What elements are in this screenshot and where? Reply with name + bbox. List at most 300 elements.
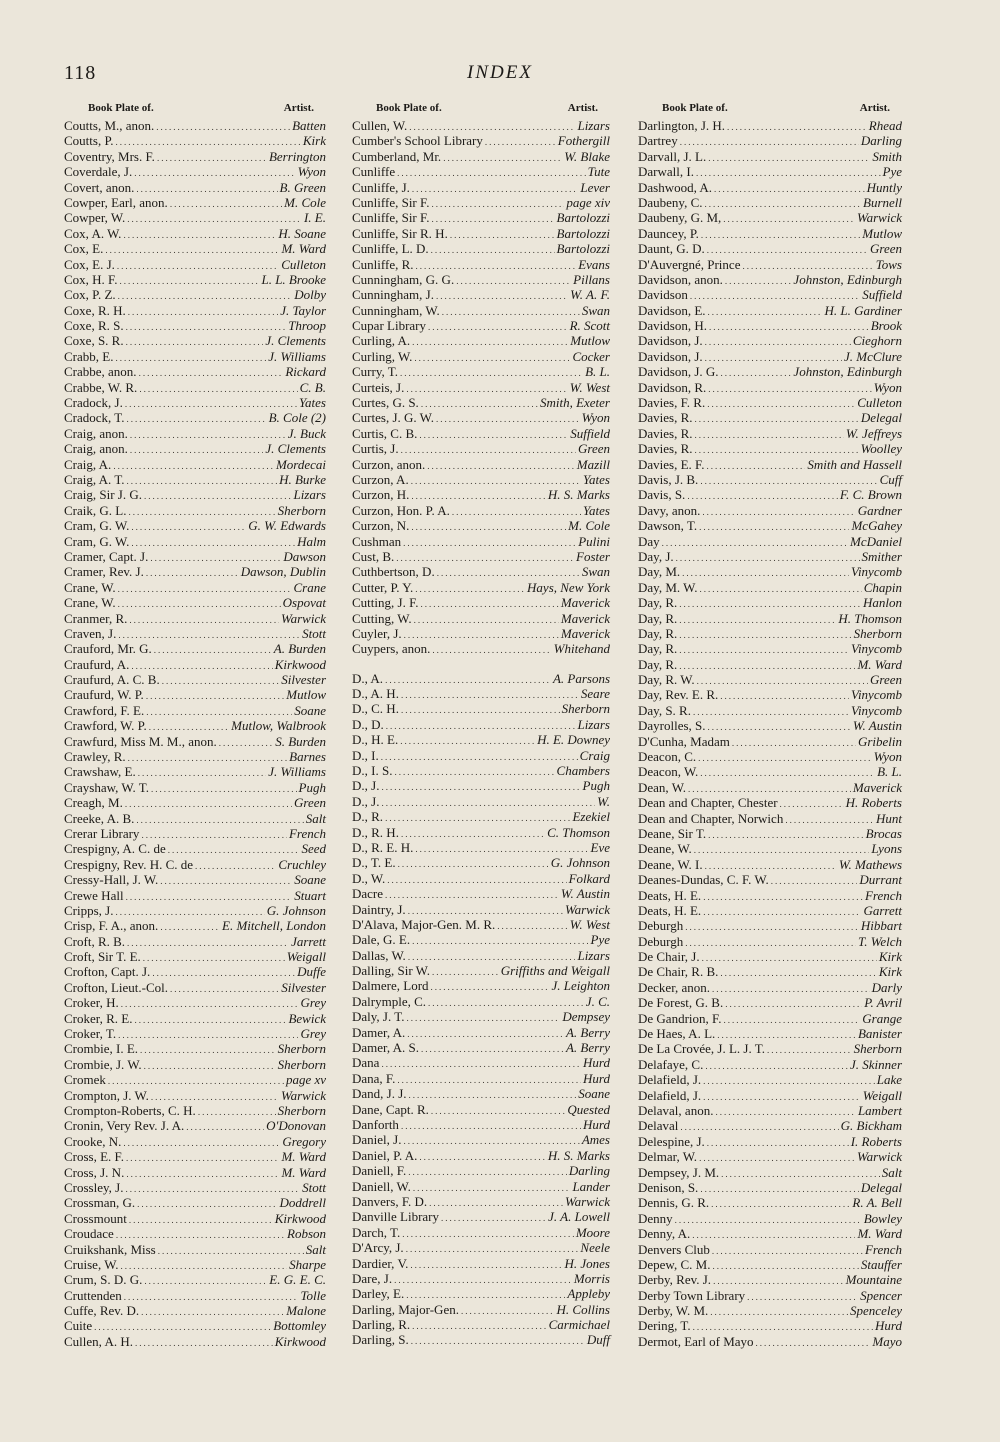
artist-name: Quested (567, 1101, 610, 1117)
book-plate-owner: De Chair, J. (638, 949, 700, 965)
book-plate-owner: Daintry, J. (352, 901, 406, 917)
dot-leader (431, 212, 554, 227)
dot-leader (398, 857, 549, 872)
artist-name: J. Buck (287, 425, 326, 441)
book-plate-owner: Cunliffe, Sir F. (352, 210, 430, 226)
index-entry (638, 1165, 902, 1180)
artist-name: P. Avril (864, 995, 902, 1011)
index-entry (638, 641, 902, 656)
artist-name: Dawson (283, 548, 326, 564)
book-plate-owner: Dacre (352, 886, 384, 902)
artist-name: J. Williams (268, 348, 326, 364)
dot-leader (720, 966, 877, 981)
artist-name: Duff (586, 1332, 610, 1348)
index-entry (352, 472, 610, 487)
artist-name: Rhead (868, 118, 902, 133)
artist-name: Mutlow (570, 333, 610, 349)
index-entry (352, 410, 610, 425)
book-plate-owner: Crayshaw, W. T. (64, 779, 149, 795)
index-entry (352, 210, 610, 225)
book-plate-owner: Croker, H. (64, 995, 119, 1011)
artist-name: G. Bickham (840, 1118, 902, 1134)
book-plate-owner: Delmar, W. (638, 1149, 698, 1165)
index-entry (352, 717, 610, 732)
book-plate-owner: Daniell, W. (352, 1178, 411, 1194)
index-entry (64, 180, 326, 195)
book-plate-owner: Dare, J. (352, 1270, 393, 1286)
book-plate-owner: De Haes, A. L. (638, 1026, 716, 1042)
book-plate-owner: Cumber's School Library (352, 133, 483, 149)
book-plate-owner: Curtis, J. (352, 441, 399, 457)
index-entry (64, 826, 326, 841)
book-plate-owner: Curtis, C. B. (352, 425, 418, 441)
artist-name: Smith (872, 148, 902, 164)
book-plate-owner: Coverdale, J. (64, 164, 133, 180)
artist-name: Burnell (863, 194, 902, 210)
index-entry (352, 487, 610, 502)
artist-name: M. Ward (281, 241, 326, 257)
dot-leader (381, 750, 578, 765)
dot-leader (403, 536, 576, 551)
index-entry (64, 395, 326, 410)
book-plate-owner: Day, R. W. (638, 672, 695, 688)
artist-name: A. Berry (565, 1024, 610, 1040)
artist-name: Maverick (560, 625, 610, 641)
artist-name: S. Burden (275, 733, 326, 749)
book-plate-owner: Cradock, T. (64, 410, 125, 426)
dot-leader (385, 673, 551, 688)
index-entry (352, 1148, 610, 1163)
index-entry (352, 226, 610, 241)
index-entry (638, 580, 902, 595)
artist-name: B. Cole (2) (268, 410, 326, 426)
artist-name: Pye (882, 164, 902, 180)
index-entry (64, 780, 326, 795)
index-entry (64, 241, 326, 256)
index-entry (638, 441, 902, 456)
dot-leader (714, 182, 865, 197)
book-plate-owner: Davidson, E. (638, 302, 706, 318)
book-plate-owner: Cruttenden (64, 1287, 122, 1303)
index-entry (352, 503, 610, 518)
book-plate-owner: Deburgh (638, 918, 684, 934)
artist-name: W. Austin (560, 886, 610, 902)
dot-leader (381, 796, 595, 811)
book-plate-owner: Deburgh (638, 933, 684, 949)
artist-name: Hurd (583, 1117, 610, 1132)
index-entry (638, 272, 902, 287)
book-plate-owner: D., R. H. (352, 824, 399, 840)
dot-leader (461, 1304, 555, 1319)
column-header (638, 102, 902, 118)
artist-name: French (864, 1241, 902, 1257)
book-plate-owner: D., R. (352, 809, 384, 825)
index-entry (352, 287, 610, 302)
dot-leader (705, 335, 851, 350)
artist-name: Robson (287, 1226, 326, 1242)
book-plate-owner: D'Cunha, Madam (638, 733, 730, 749)
book-plate-owner: De Forest, G. B. (638, 995, 724, 1011)
dot-leader (126, 335, 264, 350)
index-entry (352, 1271, 610, 1286)
dot-leader (708, 305, 823, 320)
index-entry (352, 1071, 610, 1086)
artist-name: Culleton (857, 395, 902, 411)
book-plate-owner: Cutting, W. (352, 610, 412, 626)
dot-leader (123, 228, 276, 243)
dot-leader (780, 797, 844, 812)
index-entry (352, 1225, 610, 1240)
index-entry (638, 226, 902, 241)
index-entry (352, 1086, 610, 1101)
artist-name: H. Burke (279, 471, 326, 487)
dot-leader (134, 1013, 286, 1028)
dot-leader (431, 1104, 565, 1119)
book-plate-owner: D., I. S. (352, 763, 393, 779)
book-plate-owner: Cumberland, Mr. (352, 148, 442, 164)
artist-name: Chapin (863, 579, 902, 595)
index-entry (64, 1303, 326, 1318)
artist-name: Lizars (577, 118, 610, 133)
dot-leader (412, 335, 568, 350)
dot-leader (676, 551, 860, 566)
index-entry (352, 778, 610, 793)
dot-leader (128, 305, 279, 320)
artist-name: H. Roberts (845, 795, 902, 811)
artist-name: Mazill (576, 456, 610, 472)
artist-name: Doddrell (279, 1195, 326, 1211)
artist-name: Tolle (300, 1287, 326, 1303)
dot-leader (160, 920, 220, 935)
dot-leader (428, 320, 568, 335)
index-entry (64, 226, 326, 241)
index-entry (64, 1257, 326, 1272)
artist-name: J. McClure (844, 348, 902, 364)
artist-name: W. Blake (564, 148, 610, 164)
artist-name: Darling (568, 1163, 610, 1179)
dot-leader (406, 1242, 579, 1257)
index-entry (638, 795, 902, 810)
dot-leader (121, 1259, 288, 1274)
index-entry (638, 395, 902, 410)
artist-name: Delegal (860, 410, 902, 426)
book-plate-owner: Cronin, Very Rev. J. A. (64, 1118, 185, 1134)
index-entry (638, 164, 902, 179)
index-entry (638, 657, 902, 672)
dot-leader (401, 827, 545, 842)
index-entry (638, 487, 902, 502)
dot-leader (131, 536, 295, 551)
artist-name: Green (869, 241, 902, 257)
index-entry (352, 364, 610, 379)
artist-name: Brocas (865, 825, 902, 841)
index-entry (638, 888, 902, 903)
index-entry (64, 857, 326, 872)
dot-leader (695, 412, 859, 427)
index-entry (638, 1195, 902, 1210)
artist-name: Hurd (583, 1070, 610, 1086)
artist-name: Moore (575, 1224, 610, 1240)
index-entry (638, 764, 902, 779)
book-plate-owner: Cross, J. N. (64, 1164, 125, 1180)
index-entry (64, 1118, 326, 1133)
index-entry (638, 826, 902, 841)
book-plate-owner: Dallas, W. (352, 947, 406, 963)
book-plate-owner: Davies, R. (638, 410, 693, 426)
artist-name: Wyon (581, 410, 610, 426)
book-plate-owner: Cranmer, R. (64, 610, 128, 626)
index-entry (352, 748, 610, 763)
book-plate-owner: Coutts, P. (64, 133, 114, 149)
book-plate-owner: Delafield, J. (638, 1087, 702, 1103)
book-plate-owner: Davidson, R. (638, 379, 707, 395)
artist-name: Dolby (294, 287, 326, 303)
index-entry (352, 825, 610, 840)
index-entry (352, 763, 610, 778)
index-entry (638, 364, 902, 379)
book-plate-owner: Creagh, M. (64, 795, 123, 811)
index-entry (638, 118, 902, 133)
dot-leader (400, 734, 535, 749)
index-entry (352, 441, 610, 456)
book-plate-owner: Darling, Major-Gen. (352, 1301, 459, 1317)
index-entry (352, 794, 610, 809)
book-plate-owner: D., A. H. (352, 686, 399, 702)
book-plate-owner: Cox, E. J. (64, 256, 115, 272)
index-entry (352, 902, 610, 917)
dot-leader (715, 1105, 855, 1120)
index-entry (64, 164, 326, 179)
book-plate-owner: Day, M. W. (638, 579, 698, 595)
artist-name: Silvester (281, 979, 326, 995)
artist-name: W. Austin (852, 718, 902, 734)
book-plate-owner: Coventry, Mrs. F. (64, 148, 155, 164)
index-entry (352, 1302, 610, 1317)
book-plate-owner: Dane, Capt. R. (352, 1101, 429, 1117)
dot-leader (443, 151, 562, 166)
artist-name: Duffe (297, 964, 326, 980)
dot-leader (421, 1042, 564, 1057)
artist-name: Ames (581, 1132, 610, 1148)
index-entry (638, 349, 902, 364)
dot-leader (693, 705, 849, 720)
artist-name: Bartolozzi (556, 210, 610, 226)
artist-name: Throop (288, 318, 326, 334)
book-plate-owner: Curzon, N. (352, 518, 410, 534)
book-plate-owner: Cross, E. F. (64, 1149, 124, 1165)
artist-name: G. W. Edwards (248, 518, 326, 534)
dot-leader (118, 582, 292, 597)
dot-leader (712, 1244, 863, 1259)
book-plate-owner: Croft, R. B. (64, 933, 126, 949)
dot-leader (415, 582, 525, 597)
artist-name: Pillans (573, 271, 610, 287)
index-entry (638, 1011, 902, 1026)
book-plate-owner: Cruikshank, Miss (64, 1241, 156, 1257)
artist-name: Darling (860, 133, 902, 149)
artist-name: Hays, New York (527, 579, 610, 595)
index-entry (638, 1026, 902, 1041)
index-entry (352, 978, 610, 993)
artist-name: Mutlow, Walbrook (231, 718, 326, 734)
dot-leader (124, 1290, 299, 1305)
artist-name: Swan (581, 564, 610, 580)
dot-leader (702, 505, 855, 520)
dot-leader (401, 688, 579, 703)
book-plate-owner: Cupar Library (352, 318, 427, 334)
dot-leader (144, 489, 291, 504)
book-plate-owner: Daly, J. T. (352, 1009, 405, 1025)
book-plate-owner: Derby, W. M. (638, 1303, 709, 1319)
book-plate-owner: Cullen, W. (352, 118, 408, 133)
dot-leader (419, 1150, 546, 1165)
index-entry (638, 672, 902, 687)
dot-leader (708, 151, 870, 166)
book-plate-owner: Denvers Club (638, 1241, 710, 1257)
dot-leader (431, 243, 555, 258)
book-plate-owner: D., W. (352, 870, 386, 886)
artist-name: Spencer (860, 1287, 902, 1303)
index-entry (64, 349, 326, 364)
index-entry (638, 1057, 902, 1072)
book-plate-owner: Dashwood, A. (638, 179, 713, 195)
artist-name: Vinycomb (850, 687, 902, 703)
column-header (352, 102, 610, 118)
book-plate-owner: Day, J. (638, 548, 674, 564)
index-entry (352, 1286, 610, 1301)
index-entry (352, 426, 610, 441)
artist-name: Hibbart (860, 918, 902, 934)
index-entry (64, 1211, 326, 1226)
book-plate-owner: Cripps, J. (64, 902, 114, 918)
index-entry (64, 795, 326, 810)
book-plate-owner: Craig, A. T. (64, 471, 125, 487)
dot-leader (767, 1043, 852, 1058)
artist-name: Seed (301, 841, 326, 857)
index-entry (352, 855, 610, 870)
index-entry (638, 518, 902, 533)
book-plate-owner: Dalmere, Lord (352, 978, 429, 994)
dot-leader (679, 628, 851, 643)
index-entry (64, 272, 326, 287)
dot-leader (397, 1073, 581, 1088)
book-plate-owner: Dand, J. J. (352, 1086, 407, 1102)
book-plate-owner: Davidson, anon. (638, 271, 723, 287)
dot-leader (727, 120, 867, 135)
index-entry (638, 287, 902, 302)
artist-name: Salt (881, 1164, 902, 1180)
index-entry (638, 149, 902, 164)
book-plate-owner: D., H. E. (352, 732, 399, 748)
book-plate-owner: Cullen, A. H. (64, 1333, 133, 1349)
index-entry (64, 703, 326, 718)
artist-name: I. Roberts (850, 1133, 902, 1149)
book-plate-heading: Book Plate of. (376, 102, 442, 114)
book-plate-heading: Book Plate of. (88, 102, 154, 114)
dot-leader (682, 566, 849, 581)
book-plate-owner: Crawford, W. P. (64, 718, 147, 734)
index-entry (64, 687, 326, 702)
artist-name: Lyons (871, 841, 902, 857)
index-entry (638, 734, 902, 749)
index-entry (352, 886, 610, 901)
book-plate-owner: Cox, E. (64, 241, 104, 257)
dot-leader (140, 1043, 276, 1058)
artist-name: Johnston, Edinburgh (793, 271, 902, 287)
index-entry (638, 210, 902, 225)
dot-leader (675, 1213, 862, 1228)
book-plate-owner: Craig, A. (64, 456, 112, 472)
index-entry (64, 287, 326, 302)
dot-leader (118, 289, 293, 304)
book-plate-owner: Dana, F. (352, 1070, 396, 1086)
index-entry (64, 1088, 326, 1103)
dot-leader (431, 197, 564, 212)
index-entry (352, 180, 610, 195)
dot-leader (406, 1011, 560, 1026)
book-plate-owner: Denny (638, 1210, 673, 1226)
artist-name: Kirkwood (274, 1333, 326, 1349)
artist-name: H. Thomson (838, 610, 902, 626)
index-entry (64, 672, 326, 687)
dot-leader (721, 1167, 880, 1182)
index-entry (352, 195, 610, 210)
dot-leader (708, 828, 864, 843)
book-plate-owner: Crawshaw, E. (64, 764, 136, 780)
dot-leader (130, 443, 263, 458)
index-entry (64, 811, 326, 826)
index-entry (352, 318, 610, 333)
entry-list (64, 118, 326, 1349)
artist-name: McGahey (851, 518, 902, 534)
book-plate-owner: Croker, T. (64, 1026, 117, 1042)
index-entry (64, 210, 326, 225)
dot-leader (695, 428, 844, 443)
column-header (64, 102, 326, 118)
artist-name: Lizars (293, 487, 326, 503)
artist-name: Maverick (560, 595, 610, 611)
artist-name: Hurd (583, 1055, 610, 1071)
index-entry (352, 164, 610, 179)
book-plate-owner: Croudace (64, 1226, 114, 1242)
artist-name: R. A. Bell (852, 1195, 902, 1211)
index-entry (64, 1318, 326, 1333)
artist-name: G. Johnson (550, 855, 610, 871)
artist-name: Salt (305, 810, 326, 826)
artist-name: J. Clements (265, 441, 326, 457)
artist-name: Silvester (281, 672, 326, 688)
book-plate-owner: Cox, P. Z. (64, 287, 116, 303)
index-entry (64, 1103, 326, 1118)
artist-name: Smith, Exeter (539, 395, 610, 411)
index-entry (638, 626, 902, 641)
artist-name: H. Collins (556, 1301, 610, 1317)
book-plate-owner: Dalling, Sir W. (352, 963, 431, 979)
book-plate-owner: Craufurd, A. C. B. (64, 672, 160, 688)
index-column-2 (352, 102, 610, 1348)
book-plate-owner: Day, R. (638, 610, 678, 626)
index-entry (64, 980, 326, 995)
artist-name: Dempsey (562, 1009, 610, 1025)
artist-name: Neele (580, 1240, 610, 1256)
index-entry (64, 641, 326, 656)
book-plate-owner: Darlington, J. H. (638, 118, 726, 133)
book-plate-owner: Denison, S. (638, 1179, 699, 1195)
book-plate-owner: Curzon, A. (352, 471, 409, 487)
artist-name: Grey (300, 1026, 326, 1042)
artist-name: H. Soane (278, 225, 326, 241)
artist-name: Hunt (876, 810, 902, 826)
